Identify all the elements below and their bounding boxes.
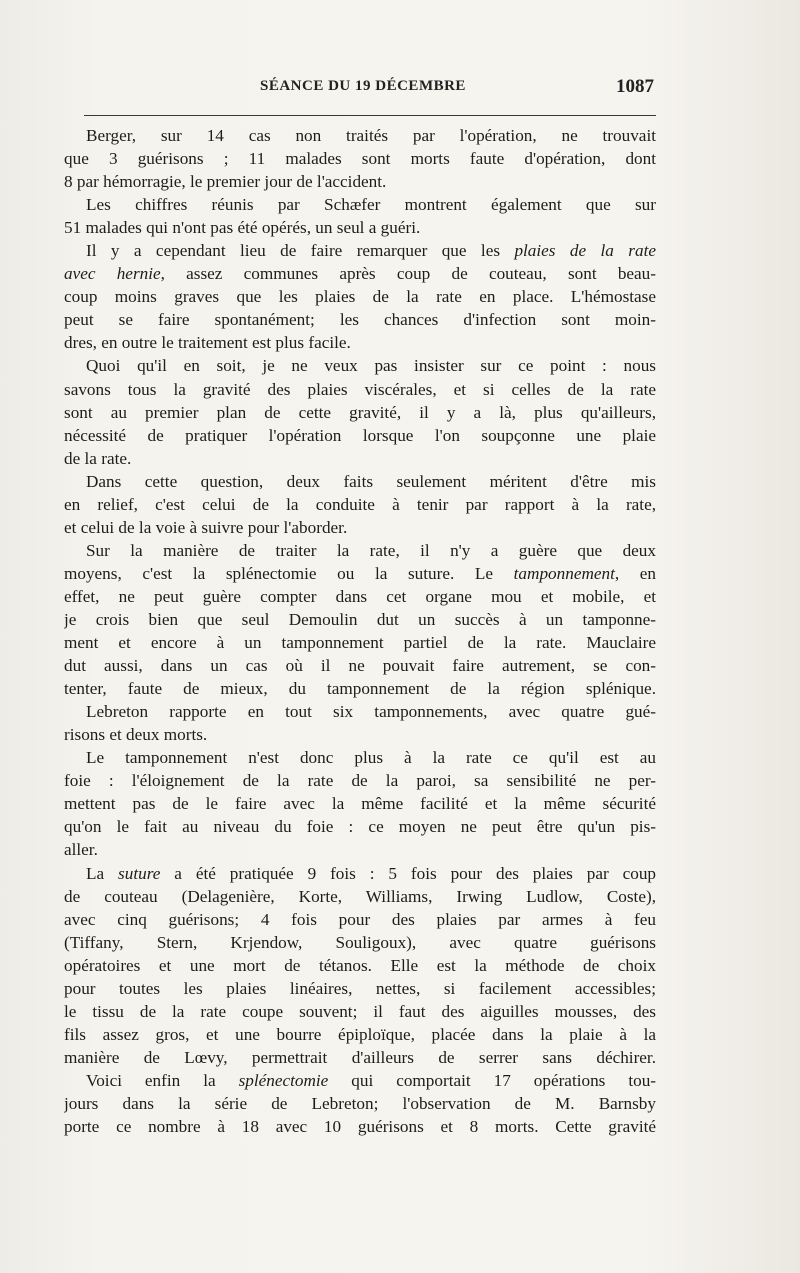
text-line: coup moins graves que les plaies de la rate en place. L'hémostase	[64, 287, 656, 307]
body-text	[64, 124, 656, 1138]
text-segment: , en	[614, 563, 656, 583]
text-line: opératoires et une mort de tétanos. Elle est la méthode de choix	[64, 955, 656, 975]
text-line: aller.	[64, 840, 98, 860]
text-line: Lebreton rapporte en tout six tamponnements, avec quatre gué-	[86, 702, 656, 722]
text-line	[64, 262, 656, 285]
text-line	[64, 562, 656, 585]
text-line: qu'on le fait au niveau du foie : ce moyen ne peut être qu'un pis-	[64, 817, 656, 837]
text-line	[64, 862, 656, 885]
text-line: tenter, faute de mieux, du tamponnement de la région splénique.	[64, 679, 656, 699]
text-segment: Il y a cependant lieu de faire remarquer que les	[86, 241, 501, 261]
text-line: peut se faire spontanément; les chances d'infection sont moin-	[64, 310, 656, 330]
text-line: nécessité de pratiquer l'opération lorsque l'on soupçonne une plaie	[64, 425, 656, 445]
text-line: sont au premier plan de cette gravité, il y a là, plus qu'ailleurs,	[64, 402, 656, 422]
text-segment: moyens, c'est la splénectomie ou la suture. Le	[64, 563, 494, 583]
italic-term: avec hernie	[64, 264, 161, 284]
text-line	[64, 239, 656, 262]
text-line: Sur la manière de traiter la rate, il n'y a guère que deux	[86, 540, 656, 560]
italic-term: tamponnement	[513, 563, 615, 583]
text-line: Dans cette question, deux faits seulement méritent d'être mis	[86, 471, 656, 491]
text-line: manière de Lœvy, permettrait d'ailleurs de serrer sans déchirer.	[64, 1047, 656, 1067]
text-line: porte ce nombre à 18 avec 10 guérisons et 8 morts. Cette gravité	[64, 1117, 656, 1137]
italic-term: splénectomie	[238, 1070, 329, 1090]
text-line: de couteau (Delagenière, Korte, Williams, Irwing Ludlow, Coste),	[64, 886, 656, 906]
text-line: dres, en outre le traitement est plus facile.	[64, 333, 351, 353]
text-line: que 3 guérisons ; 11 malades sont morts faute d'opération, dont	[64, 149, 656, 169]
text-segment: , assez communes après coup de couteau, sont beau-	[160, 264, 656, 284]
text-line: dut aussi, dans un cas où il ne pouvait faire autrement, se con-	[64, 656, 656, 676]
text-line: jours dans la série de Lebreton; l'observation de M. Barnsby	[64, 1093, 656, 1113]
italic-term: suture	[118, 863, 161, 883]
text-line	[64, 1069, 656, 1092]
text-line: en relief, c'est celui de la conduite à tenir par rapport à la rate,	[64, 494, 656, 514]
text-line: pour toutes les plaies linéaires, nettes, si facilement accessibles;	[64, 978, 656, 998]
text-line: avec cinq guérisons; 4 fois pour des plaies par armes à feu	[64, 909, 656, 929]
text-line: et celui de la voie à suivre pour l'aborder.	[64, 517, 348, 537]
text-segment: a été pratiquée 9 fois : 5 fois pour des plaies par coup	[174, 863, 656, 883]
text-line: ment et encore à un tamponnement partiel de la rate. Mauclaire	[64, 633, 656, 653]
text-line: foie : l'éloignement de la rate de la paroi, sa sensibilité ne per-	[64, 771, 656, 791]
text-segment: qui comportait 17 opérations tou-	[351, 1070, 656, 1090]
page-header	[84, 76, 656, 102]
text-line: (Tiffany, Stern, Krjendow, Souligoux), avec quatre guérisons	[64, 932, 656, 952]
text-line: je crois bien que seul Demoulin dut un succès à un tamponne-	[64, 609, 656, 629]
text-line: fils assez gros, et une bourre épiploïque, placée dans la plaie à la	[64, 1024, 656, 1044]
text-line: savons tous la gravité des plaies viscérales, et si celles de la rate	[64, 379, 656, 399]
text-segment: La	[86, 863, 105, 883]
text-line: de la rate.	[64, 448, 132, 468]
text-segment: Voici enfin la	[86, 1070, 216, 1090]
running-title: SÉANCE DU 19 DÉCEMBRE	[260, 78, 466, 94]
text-line: Quoi qu'il en soit, je ne veux pas insister sur ce point : nous	[86, 356, 656, 376]
page-number: 1087	[616, 76, 654, 97]
text-line: Le tamponnement n'est donc plus à la rate ce qu'il est au	[86, 748, 656, 768]
text-line: risons et deux morts.	[64, 725, 208, 745]
text-line: Berger, sur 14 cas non traités par l'opération, ne trouvait	[86, 126, 656, 145]
italic-term: plaies de la rate	[514, 241, 656, 261]
text-line: 8 par hémorragie, le premier jour de l'accident.	[64, 172, 387, 192]
text-line: mettent pas de le faire avec la même facilité et la même sécurité	[64, 794, 656, 814]
header-rule	[84, 115, 656, 116]
text-line: effet, ne peut guère compter dans cet organe mou et mobile, et	[64, 586, 656, 606]
text-line: le tissu de la rate coupe souvent; il faut des aiguilles mousses, des	[64, 1001, 656, 1021]
text-line: Les chiffres réunis par Schæfer montrent également que sur	[86, 195, 656, 215]
text-line: 51 malades qui n'ont pas été opérés, un seul a guéri.	[64, 218, 421, 238]
